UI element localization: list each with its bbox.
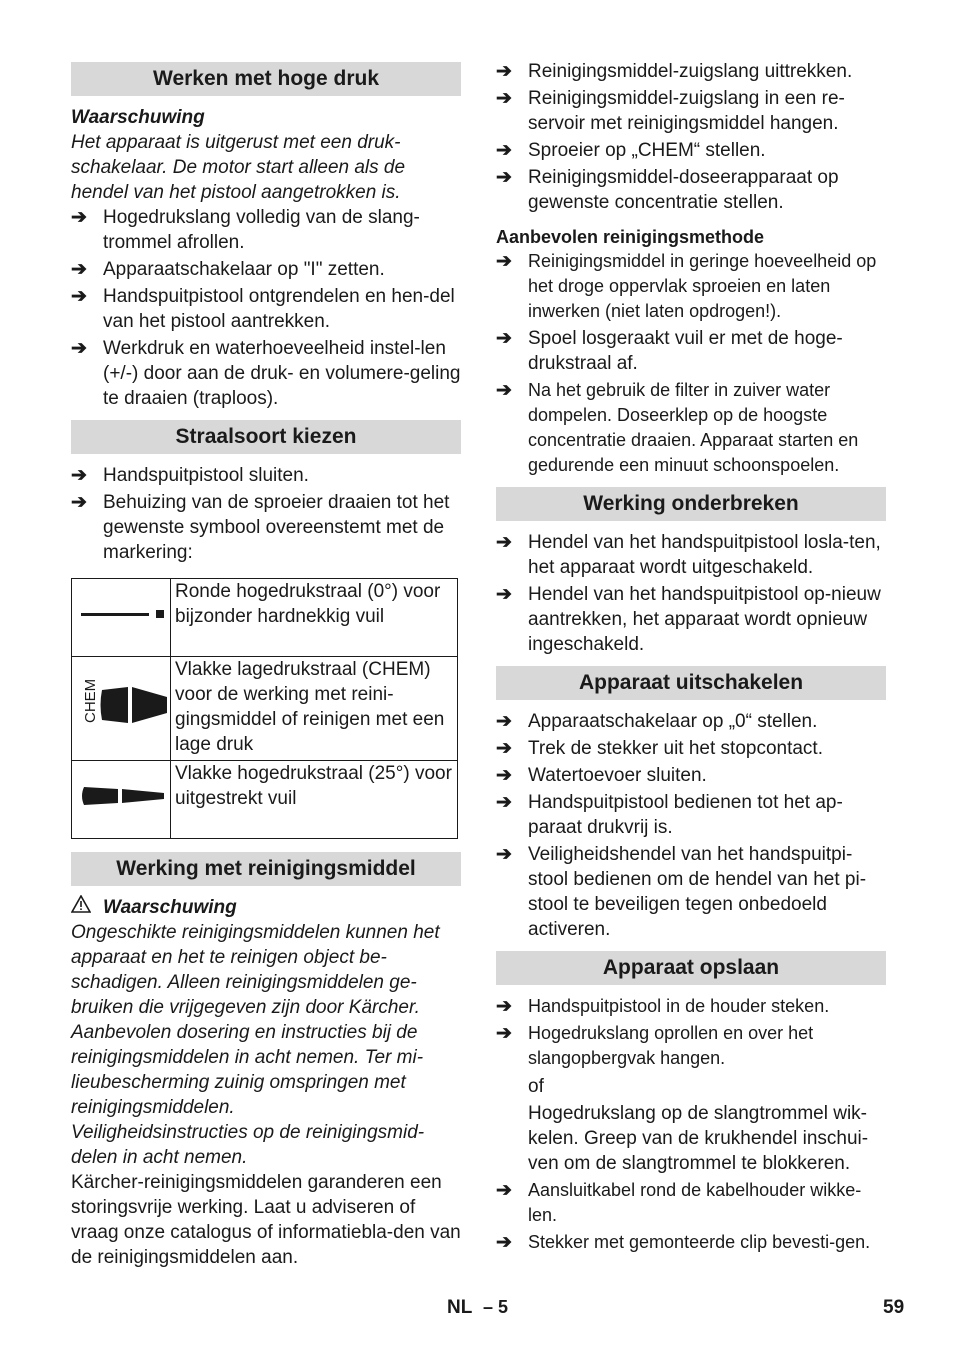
arrow-bullet-icon: ➔ [496,61,512,82]
warning-label: Waarschuwing [71,107,205,128]
arrow-bullet-icon: ➔ [496,1180,512,1201]
bullet-list [496,59,886,215]
list-item: ➔ Handspuitpistool ontgrendelen en hen-del van het pistool aantrekken. [71,286,455,332]
warning-text: Veiligheidsinstructies op de reinigingsmid-delen in acht nemen. [71,1122,425,1168]
chem-icon-label: CHEM [82,678,99,723]
list-item: ➔ Apparaatschakelaar op "I" zetten. [71,259,385,280]
table-row [72,657,458,761]
left-column [71,62,461,1270]
arrow-bullet-icon: ➔ [496,584,512,605]
list-item: ➔ Reinigingsmiddel-zuigslang uittrekken. [496,61,853,82]
arrow-bullet-icon: ➔ [496,765,512,786]
arrow-bullet-icon: ➔ [496,738,512,759]
bullet-list [496,709,886,942]
arrow-bullet-icon: ➔ [496,1232,512,1253]
arrow-bullet-icon: ➔ [496,711,512,732]
list-item: ➔ Spoel losgeraakt vuil er met de hoge-drukstraal af. [496,328,843,374]
arrow-bullet-icon: ➔ [496,792,512,813]
arrow-bullet-icon: ➔ [496,532,512,553]
warning-heading [71,895,461,920]
list-item: ➔ Sproeier op „CHEM“ stellen. [496,140,766,161]
arrow-bullet-icon: ➔ [71,259,87,280]
list-item: ➔ Aansluitkabel rond de kabelhouder wikke-len. [496,1178,886,1228]
zero-degree-jet-icon [72,579,171,657]
list-item: ➔ Hogedrukslang volledig van de slang-trommel afrollen. [71,207,420,253]
arrow-bullet-icon: ➔ [71,492,87,513]
table-row [72,579,458,657]
arrow-bullet-icon: ➔ [496,140,512,161]
list-item: ➔ Veiligheidshendel van het handspuitpi-stool bedienen om de hendel van het pi-stool te beveiligen tegen onbedoeld activeren. [496,844,867,940]
footer-section-page: – 5 [483,1297,509,1317]
list-item: ➔ Trek de stekker uit het stopcontact. [496,738,823,759]
section-heading-reinigingsmiddel: Werking met reinigingsmiddel [71,852,461,886]
arrow-bullet-icon: ➔ [71,465,87,486]
list-item: ➔ Werkdruk en waterhoeveelheid instel-len (+/-) door aan de druk- en volumere-geling te draaien (traploos). [71,338,461,409]
section-heading-uitschakelen: Apparaat uitschakelen [496,666,886,700]
arrow-bullet-icon: ➔ [496,251,512,272]
section-heading-opslaan: Apparaat opslaan [496,951,886,985]
arrow-bullet-icon: ➔ [496,167,512,188]
nozzle-symbol-table [71,578,458,839]
section-heading-onderbreken: Werking onderbreken [496,487,886,521]
subheading-method: Aanbevolen reinigingsmethode [496,227,765,247]
alternative-text: Hogedrukslang op de slangtrommel wik-kelen. Greep van de krukhendel inschui-ven om de slangtrommel te blokkeren. [528,1103,869,1174]
list-item: ➔ Reinigingsmiddel-zuigslang in een re-servoir met reinigingsmiddel hangen. [496,88,845,134]
warning-text: Het apparaat is uitgerust met een druk-schakelaar. De motor start alleen als de hendel van het pistool aangetrokken is. [71,132,406,203]
footer-language: NL [447,1297,473,1318]
list-item: ➔ Handspuitpistool in de houder steken. [496,996,830,1017]
table-row [72,761,458,839]
bullet-list [71,205,461,411]
warning-triangle-icon [71,895,103,920]
page-number: 59 [883,1297,905,1318]
arrow-bullet-icon: ➔ [71,338,87,359]
or-text: of [528,1076,544,1097]
bullet-list [496,249,886,478]
table-cell: Vlakke hogedrukstraal (25°) voor uitgestrekt vuil [171,761,458,839]
list-item: ➔ Behuizing van de sproeier draaien tot het gewenste symbool overeenstemt met de markering: [71,492,450,563]
arrow-bullet-icon: ➔ [496,328,512,349]
bullet-list [71,463,461,565]
list-item: ➔ Reinigingsmiddel-doseerapparaat op gewenste concentratie stellen. [496,167,839,213]
warning-text: Ongeschikte reinigingsmiddelen kunnen het apparaat en het te reinigen object be-schadigen. Alleen reinigingsmiddelen ge-bruiken die vrijgegeven zijn door Kärcher. Aanbevolen dosering en instructies bij de reinigingsmiddelen in acht nemen. Ter mi-lieubescherming zuinig omspringen met reinigingsmiddelen. [71,922,440,1118]
arrow-bullet-icon: ➔ [496,380,512,401]
arrow-bullet-icon: ➔ [71,286,87,307]
list-item: ➔ Handspuitpistool sluiten. [71,465,309,486]
list-item: ➔ Hogedrukslang oprollen en over het slangopbergvak hangen. [496,1021,886,1071]
arrow-bullet-icon: ➔ [71,207,87,228]
list-item: ➔ Stekker met gemonteerde clip bevesti-gen. [496,1232,871,1253]
section-heading-straalsoort: Straalsoort kiezen [71,420,461,454]
table-cell: Ronde hogedrukstraal (0°) voor bijzonder hardnekkig vuil [171,579,458,657]
arrow-bullet-icon: ➔ [496,996,512,1017]
list-item: ➔ Apparaatschakelaar op „0“ stellen. [496,711,818,732]
arrow-bullet-icon: ➔ [496,844,512,865]
table-cell: Vlakke lagedrukstraal (CHEM) voor de werking met reini-gingsmiddel of reinigen met een lage druk [171,657,458,761]
list-item: ➔ Watertoevoer sluiten. [496,765,707,786]
warning-label: Waarschuwing [103,897,237,918]
flat-25-jet-icon [72,761,171,839]
arrow-bullet-icon: ➔ [496,1023,512,1044]
chem-jet-icon [72,657,171,761]
body-text: Kärcher-reinigingsmiddelen garanderen een storingsvrije werking. Laat u adviseren of vraag onze catalogus of informatiebla-den van de reinigingsmiddelen aan. [71,1172,461,1268]
arrow-bullet-icon: ➔ [496,88,512,109]
bullet-list [496,994,886,1255]
list-item: ➔ Na het gebruik de filter in zuiver water dompelen. Doseerklep op de hoogste concentratie draaien. Apparaat starten en gedurende een minuut schoonspoelen. [496,378,886,478]
list-item: ➔ Hendel van het handspuitpistool op-nieuw aantrekken, het apparaat wordt opnieuw ingeschakeld. [496,584,881,655]
section-heading-hoge-druk: Werken met hoge druk [71,62,461,96]
bullet-list [496,530,886,657]
list-item: ➔ Handspuitpistool bedienen tot het ap-paraat drukvrij is. [496,792,843,838]
list-item: ➔ Reinigingsmiddel in geringe hoeveelheid op het droge oppervlak sproeien en laten inwerken (niet laten opdrogen!). [496,249,886,324]
list-item: ➔ Hendel van het handspuitpistool losla-ten, het apparaat wordt uitgeschakeld. [496,532,881,578]
right-column [496,59,886,1255]
